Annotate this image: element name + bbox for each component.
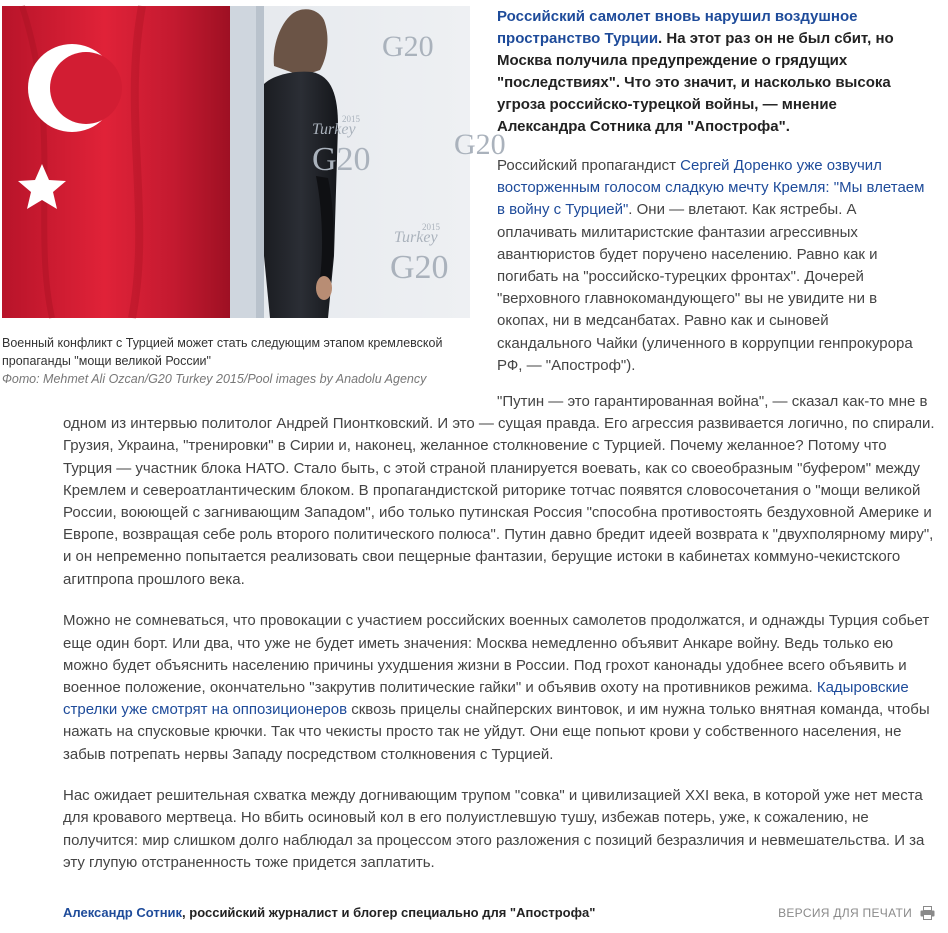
- lead-text: . На этот раз он не был сбит, но Москва получила предупреждение о грядущих "последствиях". Что это значит, и насколько высока угроза российско-турецкой войны, — мнение Александра Сотника для "Апострофа".: [497, 30, 894, 135]
- paragraph-3-text: Можно не сомневаться, что провокации с участием российских военных самолетов продолжатся, и однажды Турция собьет еще один борт. Или два, что уже не будет иметь значения: Москва немедленно объявит Анкаре войну. Ведь только ею можно будет объяснить населению причины ухудшения жизни в России. Под грохот канонады удобнее всего объявить и военное положение, окончательно "закрутив политические гайки" и объявив охоту на противников режима.: [63, 612, 930, 696]
- svg-text:G20: G20: [382, 30, 434, 63]
- paragraph-1-text: Российский пропагандист: [497, 157, 681, 174]
- svg-text:Turkey: Turkey: [394, 229, 438, 246]
- author-link[interactable]: Александр Сотник: [63, 905, 183, 920]
- paragraph-2: "Путин — это гарантированная война", — сказал как-то мне в одном из интервью политолог Андрей Пионтковский. И это — сущая правда. Его агрессия развивается логично, по спирали. Грузия, Украина, "тренировки" в Сирии и, наконец, желанное столкновение с Турцией. Почему желанное? Потому что Турция — участник блока НАТО. Стало быть, с этой страной планируется воевать, как со своеобразным "буфером" между Кремлем и североатлантическим блоком. В пропагандистской риторике тотчас появятся словосочетания о "мощи великой России, воюющей с загнивающим Западом", ибо только путинская Россия "способна противостоять бездуховной Америке и Европе, возвращая себе роль второго политического полюса". Путин давно бредит идеей возврата к "двухполярному миру", и он непременно попытается реализовать свои пещерные фантазии, берущие истоки в кабинетах коммуно-чекистского агитпропа прошлого века.: [63, 393, 935, 588]
- caption-text: Военный конфликт с Турцией может стать следующим этапом кремлевской пропаганды "мощи великой России": [2, 336, 443, 368]
- svg-text:G20: G20: [454, 128, 506, 161]
- svg-text:2015: 2015: [342, 114, 360, 124]
- svg-text:G20: G20: [390, 249, 449, 286]
- svg-text:Turkey: Turkey: [312, 121, 356, 138]
- photo-credit: Фото: Mehmet Ali Ozcan/G20 Turkey 2015/Pool images by Anadolu Agency: [2, 372, 427, 386]
- print-version-button[interactable]: [778, 903, 935, 923]
- svg-text:G20: G20: [312, 141, 371, 178]
- dorenko-link[interactable]: Сергей Доренко уже озвучил восторженным голосом сладкую мечту Кремля: "Мы влетаем в войну с Турцией": [497, 157, 925, 219]
- print-version-label: ВЕРСИЯ ДЛЯ ПЕЧАТИ: [778, 906, 912, 920]
- svg-text:2015: 2015: [422, 222, 440, 232]
- article-lead: [497, 6, 927, 138]
- lead-link[interactable]: Российский самолет вновь нарушил воздушное пространство Турции: [497, 8, 858, 47]
- paragraph-1-text-rest: . Они — влетают. Как ястребы. А оплачивать милитаристские фантазии агрессивных авантюристов будет поручено населению. Равно как и погибать на "российско-турецких фронтах". Дочерей "верховного главнокомандующего" вы не увидите ни в окопах, ни в медсанбатах. Равно как и сыновей скандального Чайки (уличенного в коррупции генпрокурора РФ, — "Апостроф").: [497, 201, 913, 374]
- paragraph-1: [497, 155, 927, 377]
- article-photo: [2, 6, 506, 318]
- photo-illustration: [2, 6, 506, 318]
- article-body: [63, 391, 939, 894]
- printer-icon: [920, 906, 935, 920]
- paragraph-4: Нас ожидает решительная схватка между догнивающим трупом "совка" и цивилизацией XXI века, в которой уже нет места для кровавого мертвеца. Но вбить осиновый кол в его полуистлевшую тушу, избежав потерь, уже, к сожалению, не получится: мир слишком долго наблюдал за процессом этого разложения с позиций безразличия и невмешательства. И за эту глупую отстраненность тоже придется заплатить.: [63, 787, 925, 871]
- photo-caption: [2, 334, 472, 388]
- article-footer: [63, 903, 935, 923]
- paragraph-3: [63, 610, 939, 765]
- author-description: , российский журналист и блогер специально для "Апострофа": [182, 905, 596, 920]
- author-signature: [63, 905, 595, 920]
- paragraph-3-text-rest: сквозь прицелы снайперских винтовок, и им нужна только внятная команда, чтобы нажать на спусковые крючки. Так что чекисты просто так не уйдут. Они еще попьют крови у собственного населения, не забыв потрепать нервы Западу посредством столкновения с Турцией.: [63, 701, 930, 763]
- kadyrov-link[interactable]: Кадыровские стрелки уже смотрят на оппозиционеров: [63, 678, 909, 719]
